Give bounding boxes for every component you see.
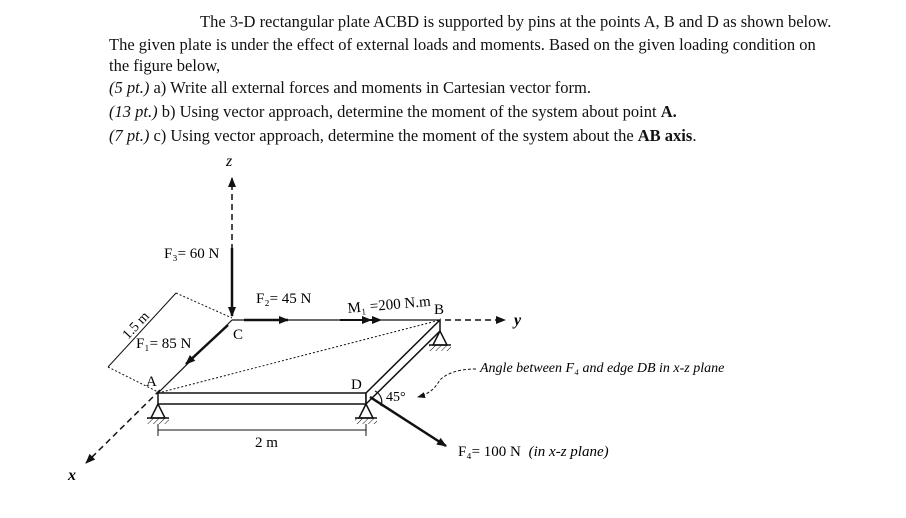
x-axis-label: x — [68, 467, 76, 484]
force-f4-label: F₄= 100 N (in x-z plane) — [458, 444, 609, 460]
point-d-label: D — [351, 377, 362, 393]
part-a-points: (5 pt.) — [109, 78, 150, 97]
plate-front-face — [158, 393, 366, 404]
problem-line-3: the figure below, — [109, 56, 221, 75]
x-axis — [86, 390, 160, 463]
diagonal-ab — [158, 320, 440, 393]
z-axis-label: z — [226, 153, 233, 170]
part-b-points: (13 pt.) — [109, 102, 158, 121]
point-a-label: A — [146, 374, 157, 390]
angle-callout-label: Angle between F₄ and edge DB in x-z plane — [480, 361, 725, 376]
force-f1-label: F₁= 85 N — [136, 336, 192, 352]
part-c-bold: AB axis — [637, 126, 693, 145]
y-axis-label: y — [514, 312, 522, 329]
dim-width-ext-top — [176, 293, 232, 318]
part-a-text: a) Write all external forces and moments in Cartesian vector form. — [153, 78, 591, 97]
force-f3-label: F₃= 60 N — [164, 246, 220, 262]
part-c-points: (7 pt.) — [109, 126, 150, 145]
force-f1-arrow — [186, 325, 228, 364]
part-c-tail: . — [692, 126, 697, 145]
part-b-text: b) Using vector approach, determine the moment of the system about point — [161, 102, 661, 121]
point-c-label: C — [233, 327, 244, 343]
angle-callout-line — [418, 369, 476, 397]
point-b-label: B — [434, 302, 445, 318]
dim-width-label: 1.5 m — [119, 309, 153, 343]
part-c-text: c) Using vector approach, determine the moment of the system about the — [153, 126, 638, 145]
problem-line-1: The 3-D rectangular plate ACBD is supported by pins at the points A, B and D as shown below. — [200, 12, 832, 31]
moment-m1-arrow — [340, 316, 382, 324]
pin-support-a — [147, 404, 169, 424]
problem-line-2: The given plate is under the effect of external loads and moments. Based on the given loading condition on — [109, 35, 816, 54]
pin-support-d — [355, 404, 377, 424]
force-f2-label: F₂= 45 N — [256, 291, 312, 307]
part-b-bold: A. — [660, 102, 677, 121]
moment-m1-label: M₁ =200 N.m — [346, 293, 432, 317]
angle-label: 45° — [386, 390, 406, 405]
dim-length-label: 2 m — [255, 435, 278, 451]
